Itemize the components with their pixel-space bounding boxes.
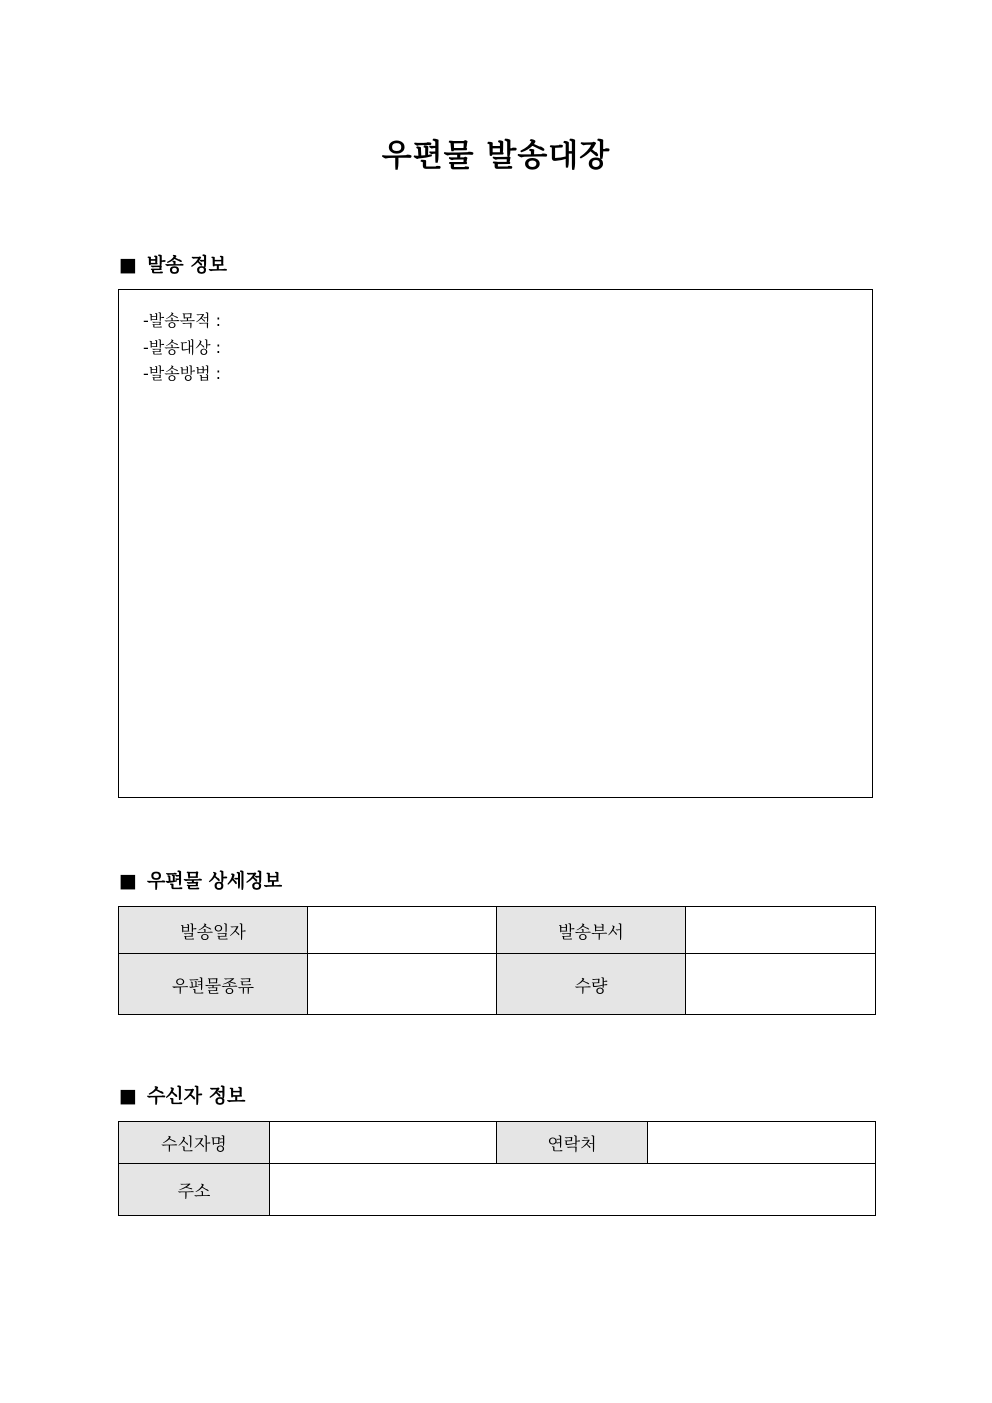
send-method-line: -발송방법 : <box>143 364 222 383</box>
send-info-heading-label: 발송 정보 <box>146 254 227 276</box>
send-date-field[interactable] <box>308 907 497 954</box>
table-row <box>119 954 876 1015</box>
page-title: 우편물 발송대장 <box>381 138 611 174</box>
send-info-box[interactable] <box>118 289 873 798</box>
send-purpose-line: -발송목적 : <box>143 311 222 330</box>
recipient-name-label: 수신자명 <box>119 1122 270 1164</box>
mail-type-label: 우편물종류 <box>119 954 308 1015</box>
contact-label: 연락처 <box>497 1122 648 1164</box>
mail-detail-table <box>118 906 876 1015</box>
mail-type-field[interactable] <box>308 954 497 1015</box>
table-row <box>119 1122 876 1164</box>
table-row <box>119 907 876 954</box>
mail-detail-heading-label: 우편물 상세정보 <box>146 870 283 892</box>
send-dept-field[interactable] <box>686 907 876 954</box>
send-target-line: -발송대상 : <box>143 337 222 357</box>
contact-field[interactable] <box>648 1122 876 1164</box>
quantity-label: 수량 <box>497 954 686 1015</box>
recipient-name-field[interactable] <box>270 1122 497 1164</box>
square-bullet-icon: ■ <box>119 254 137 276</box>
address-field[interactable] <box>270 1164 876 1216</box>
send-info-heading <box>119 250 227 280</box>
table-row <box>119 1164 876 1216</box>
square-bullet-icon: ■ <box>119 1085 137 1107</box>
square-bullet-icon: ■ <box>119 870 137 892</box>
send-date-label: 발송일자 <box>119 907 308 954</box>
send-dept-label: 발송부서 <box>497 907 686 954</box>
mail-detail-heading <box>119 866 282 896</box>
address-label: 주소 <box>119 1164 270 1216</box>
quantity-field[interactable] <box>686 954 876 1015</box>
recipient-table <box>118 1121 876 1216</box>
recipient-heading <box>119 1081 245 1111</box>
recipient-heading-label: 수신자 정보 <box>146 1085 246 1107</box>
